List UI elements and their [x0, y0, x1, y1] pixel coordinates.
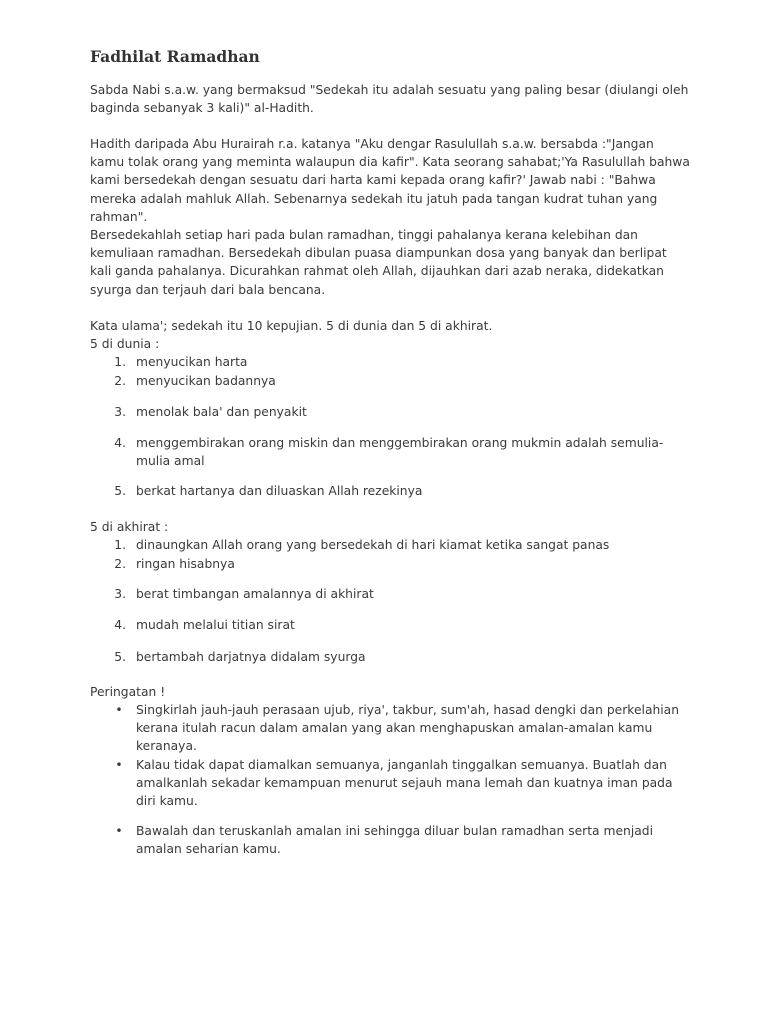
- list-text: mudah melalui titian sirat: [136, 618, 295, 632]
- ulama-intro: Kata ulama'; sedekah itu 10 kepujian. 5 di dunia dan 5 di akhirat.: [90, 319, 493, 333]
- document-title: Fadhilat Ramadhan: [90, 47, 260, 66]
- list-text: ringan hisabnya: [136, 557, 235, 571]
- list-number: 1.: [114, 538, 126, 552]
- peringatan-heading: Peringatan !: [90, 685, 166, 699]
- list-text: Kalau tidak dapat diamalkan semuanya, janganlah tinggalkan semuanya. Buatlah dan amalkanlah sekadar kemampuan menurut sejauh mana lemah dan kuatnya iman pada diri kamu.: [136, 758, 673, 809]
- list-number: 5.: [114, 484, 126, 498]
- list-text: menolak bala' dan penyakit: [136, 405, 307, 419]
- list-number: 5.: [114, 650, 126, 664]
- bullet-icon: •: [115, 824, 123, 838]
- list-text: menyucikan harta: [136, 355, 248, 369]
- list-text: dinaungkan Allah orang yang bersedekah di hari kiamat ketika sangat panas: [136, 538, 610, 552]
- list-text: Singkirlah jauh-jauh perasaan ujub, riya', takbur, sum'ah, hasad dengki dan perkelahian kerana itulah racun dalam amalan yang akan menghapuskan amalan-amalan kamu keranaya.: [136, 703, 680, 754]
- dunia-heading: 5 di dunia :: [90, 337, 160, 351]
- list-number: 2.: [114, 557, 126, 571]
- list-number: 3.: [114, 587, 126, 601]
- list-text: menggembirakan orang miskin dan menggembirakan orang mukmin adalah semulia-mulia amal: [136, 436, 664, 469]
- list-number: 4.: [114, 618, 126, 632]
- bullet-icon: •: [115, 703, 123, 717]
- list-number: 4.: [114, 436, 126, 450]
- list-number: 1.: [114, 355, 126, 369]
- paragraph-sabda: Sabda Nabi s.a.w. yang bermaksud "Sedekah itu adalah sesuatu yang paling besar (diulangi oleh baginda sebanyak 3 kali)" al-Hadith.: [90, 83, 689, 116]
- bullet-icon: •: [115, 758, 123, 772]
- akhirat-heading: 5 di akhirat :: [90, 520, 169, 534]
- list-number: 2.: [114, 374, 126, 388]
- list-text: menyucikan badannya: [136, 374, 276, 388]
- list-text: Bawalah dan teruskanlah amalan ini sehingga diluar bulan ramadhan serta menjadi amalan seharian kamu.: [136, 824, 653, 857]
- list-number: 3.: [114, 405, 126, 419]
- list-text: berat timbangan amalannya di akhirat: [136, 587, 374, 601]
- paragraph-hadith: Hadith daripada Abu Hurairah r.a. katanya "Aku dengar Rasulullah s.a.w. bersabda :"Jangan kamu tolak orang yang meminta walaupun dia kafir". Kata seorang sahabat;'Ya Rasulullah bahwa kami bersedekah dengan sesuatu dari harta kami kepada orang kafir?' Jawab nabi : "Bahwa mereka adalah mahluk Allah. Sebenarnya sedekah itu jatuh pada tangan kudrat tuhan yang rahman".: [90, 137, 690, 224]
- paragraph-bersedekah: Bersedekahlah setiap hari pada bulan ramadhan, tinggi pahalanya kerana kelebihan dan kemuliaan ramadhan. Bersedekah dibulan puasa diampunkan dosa yang banyak dan berlipat kali ganda pahalanya. Dicurahkan rahmat oleh Allah, dijauhkan dari azab neraka, didekatkan syurga dan terjauh dari bala bencana.: [90, 228, 667, 297]
- list-text: bertambah darjatnya didalam syurga: [136, 650, 366, 664]
- list-text: berkat hartanya dan diluaskan Allah rezekinya: [136, 484, 423, 498]
